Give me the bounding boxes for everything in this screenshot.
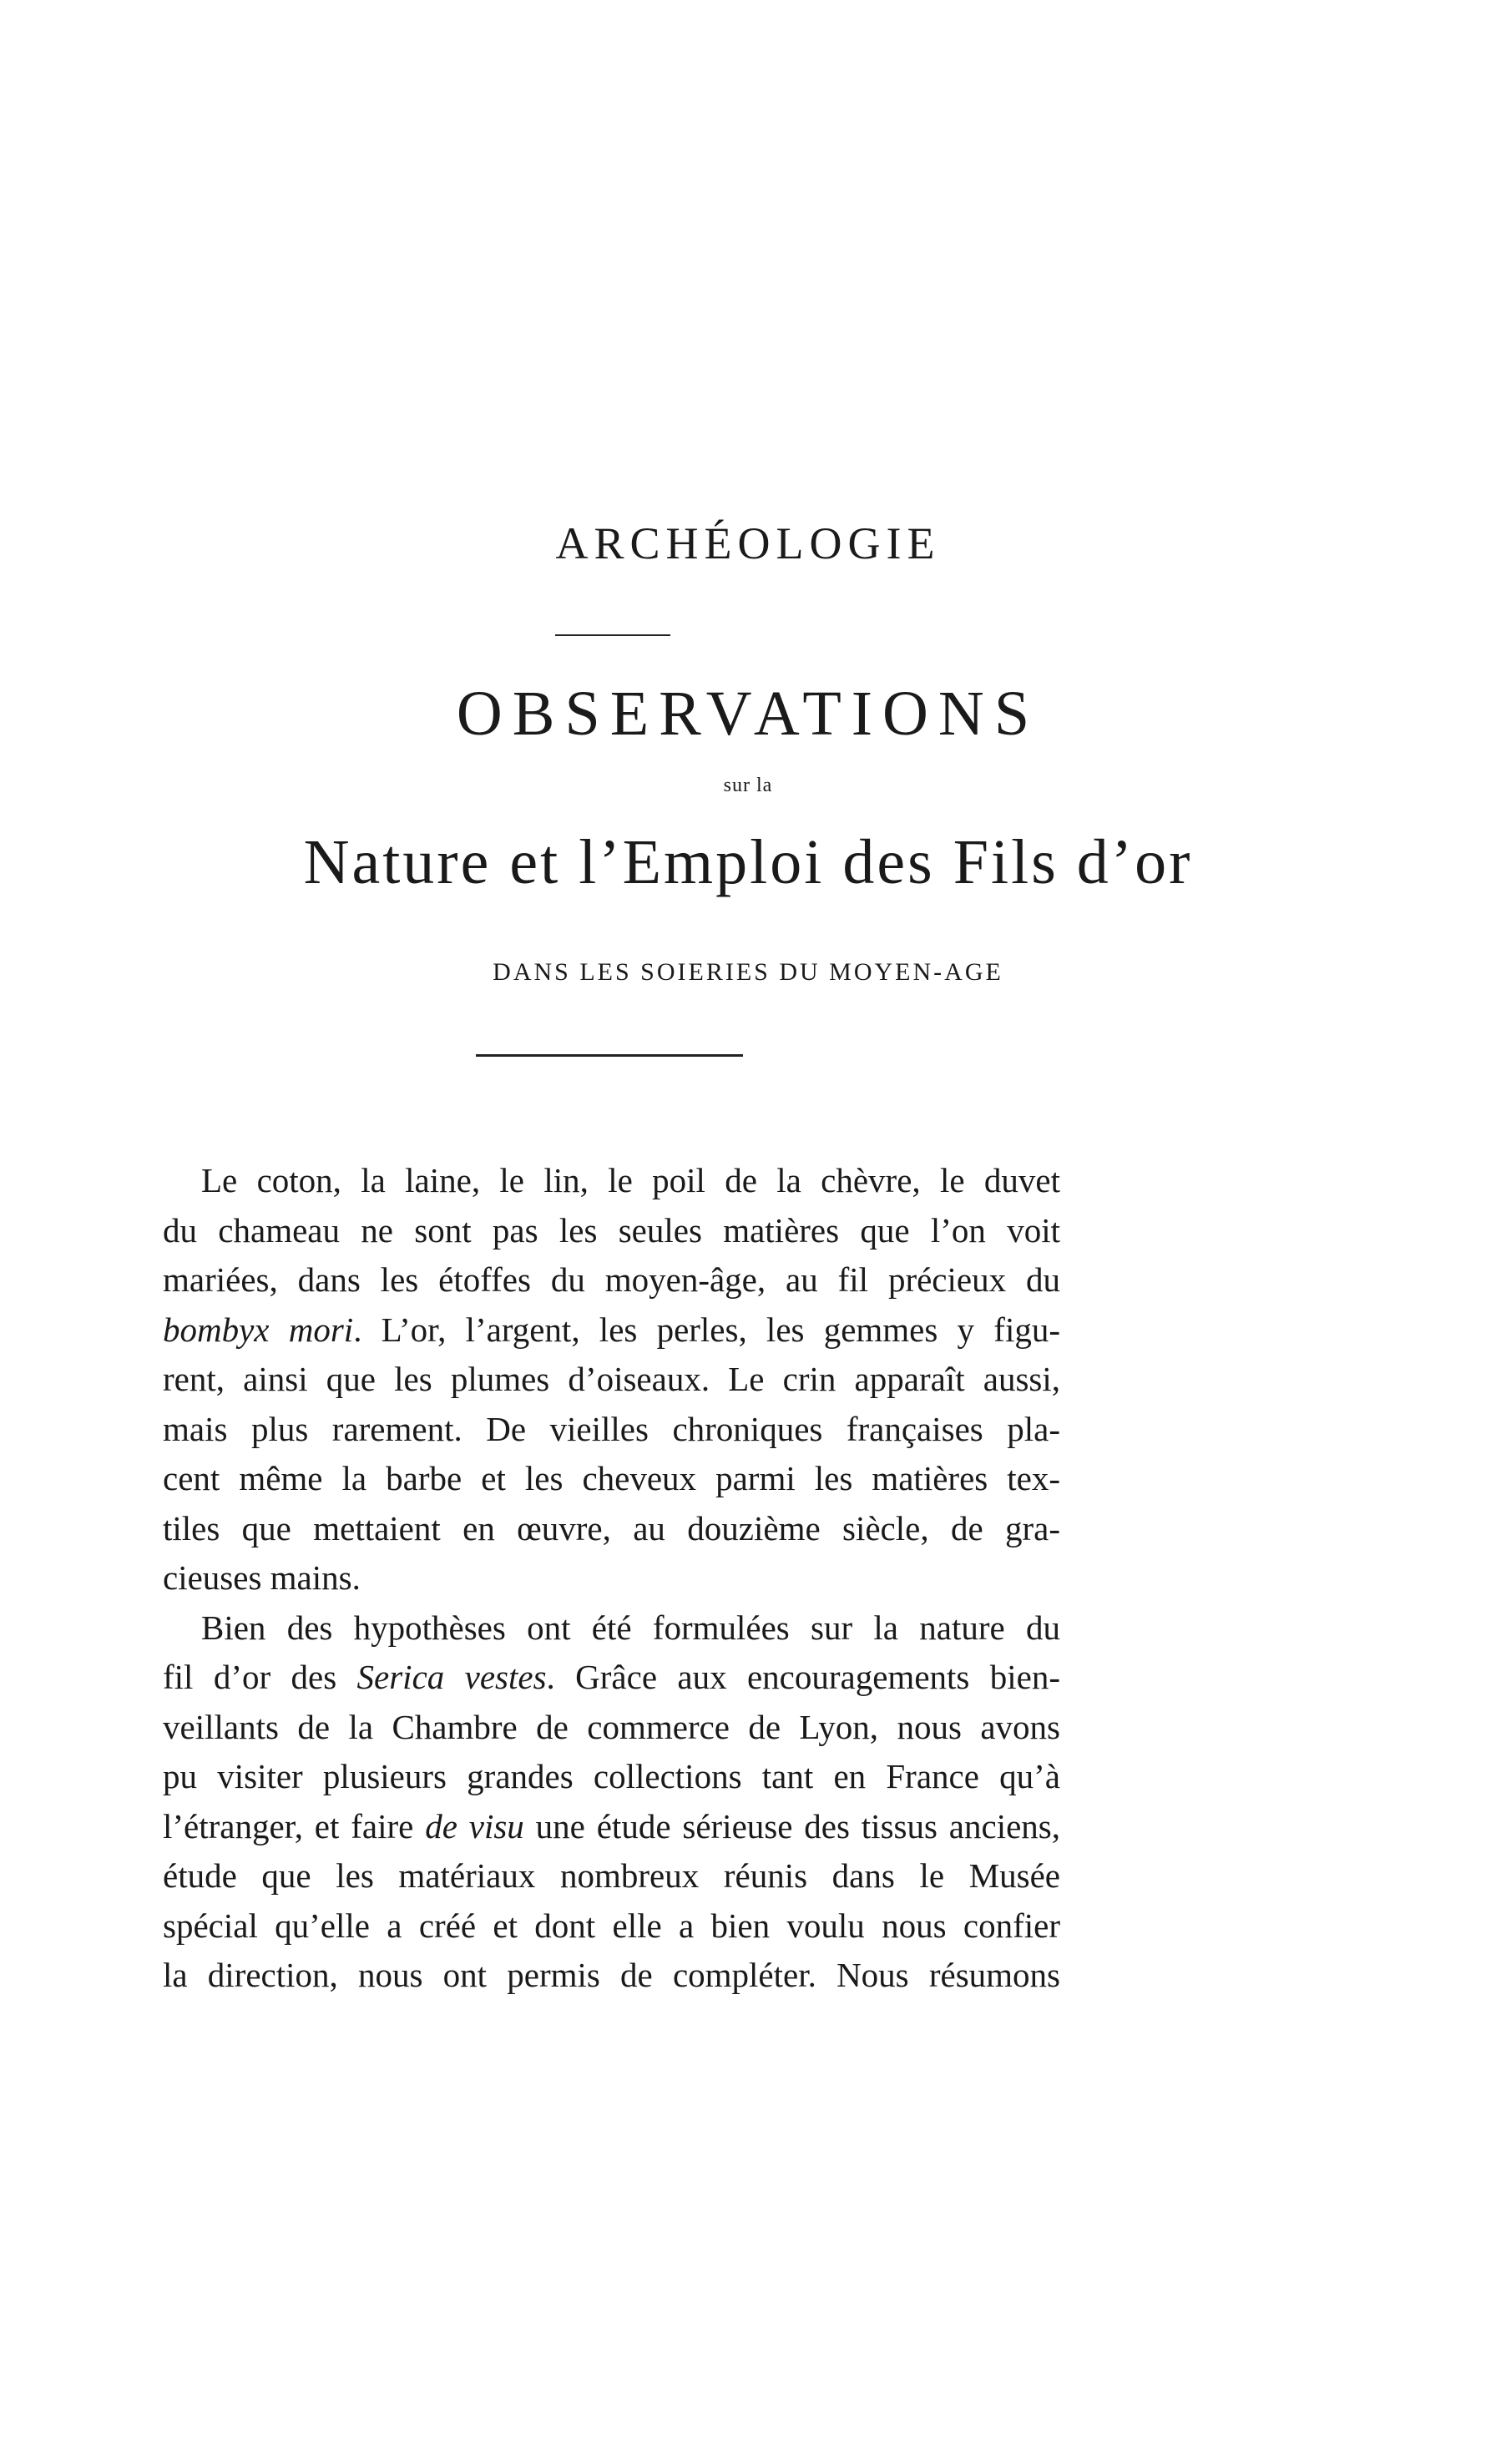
text-line: fil d’or des Serica vestes. Grâce aux encouragements bien- [163,1658,1060,1696]
short-divider [555,634,670,636]
article-kicker: DANS LES SOIERIES DU MOYEN-AGE [493,958,1003,986]
text-line: tiles que mettaient en œuvre, au douzième siècle, de gra- [163,1508,1060,1548]
text-line: Bien des hypothèses ont été formulées sur la nature du [201,1608,1060,1647]
article-subtitle: Nature et l’Emploi des Fils d’or [303,827,1193,897]
long-divider [476,1054,743,1057]
paragraph [163,1603,1060,2001]
text-line: cieuses mains. [163,1558,361,1597]
italic-term: de visu [425,1806,524,1845]
text-line: l’étranger, et faire de visu une étude sérieuse des tissus anciens, [163,1806,1060,1845]
article-title: OBSERVATIONS [456,679,1040,749]
text-line: spécial qu’elle a créé et dont elle a bien voulu nous confier [163,1906,1060,1945]
text-line: mariées, dans les étoffes du moyen-âge, au fil précieux du [163,1260,1060,1299]
text-line: étude que les matériaux nombreux réunis dans le Musée [163,1856,1060,1895]
text-line: pu visiter plusieurs grandes collections tant en France qu’à [163,1757,1060,1795]
text-line: du chameau ne sont pas les seules matières que l’on voit [163,1210,1060,1250]
section-heading: ARCHÉOLOGIE [555,518,941,568]
title-connector: sur la [723,775,773,796]
paragraph [163,1156,1060,1603]
text-line: Le coton, la laine, le lin, le poil de la chèvre, le duvet [201,1161,1060,1199]
text-line: la direction, nous ont permis de compléter. Nous résumons [163,1956,1060,1994]
text-line: veillants de la Chambre de commerce de Lyon, nous avons [163,1707,1060,1746]
text-line: cent même la barbe et les cheveux parmi les matières tex- [163,1459,1060,1497]
text-line: mais plus rarement. De vieilles chroniques françaises pla- [163,1409,1060,1448]
italic-term: bombyx mori [163,1310,354,1349]
body-text [163,1156,1060,2001]
text-line: rent, ainsi que les plumes d’oiseaux. Le crin apparaît aussi, [163,1360,1060,1398]
italic-term: Serica vestes [356,1658,547,1696]
text-line: bombyx mori. L’or, l’argent, les perles, les gemmes y figu- [163,1310,1060,1349]
